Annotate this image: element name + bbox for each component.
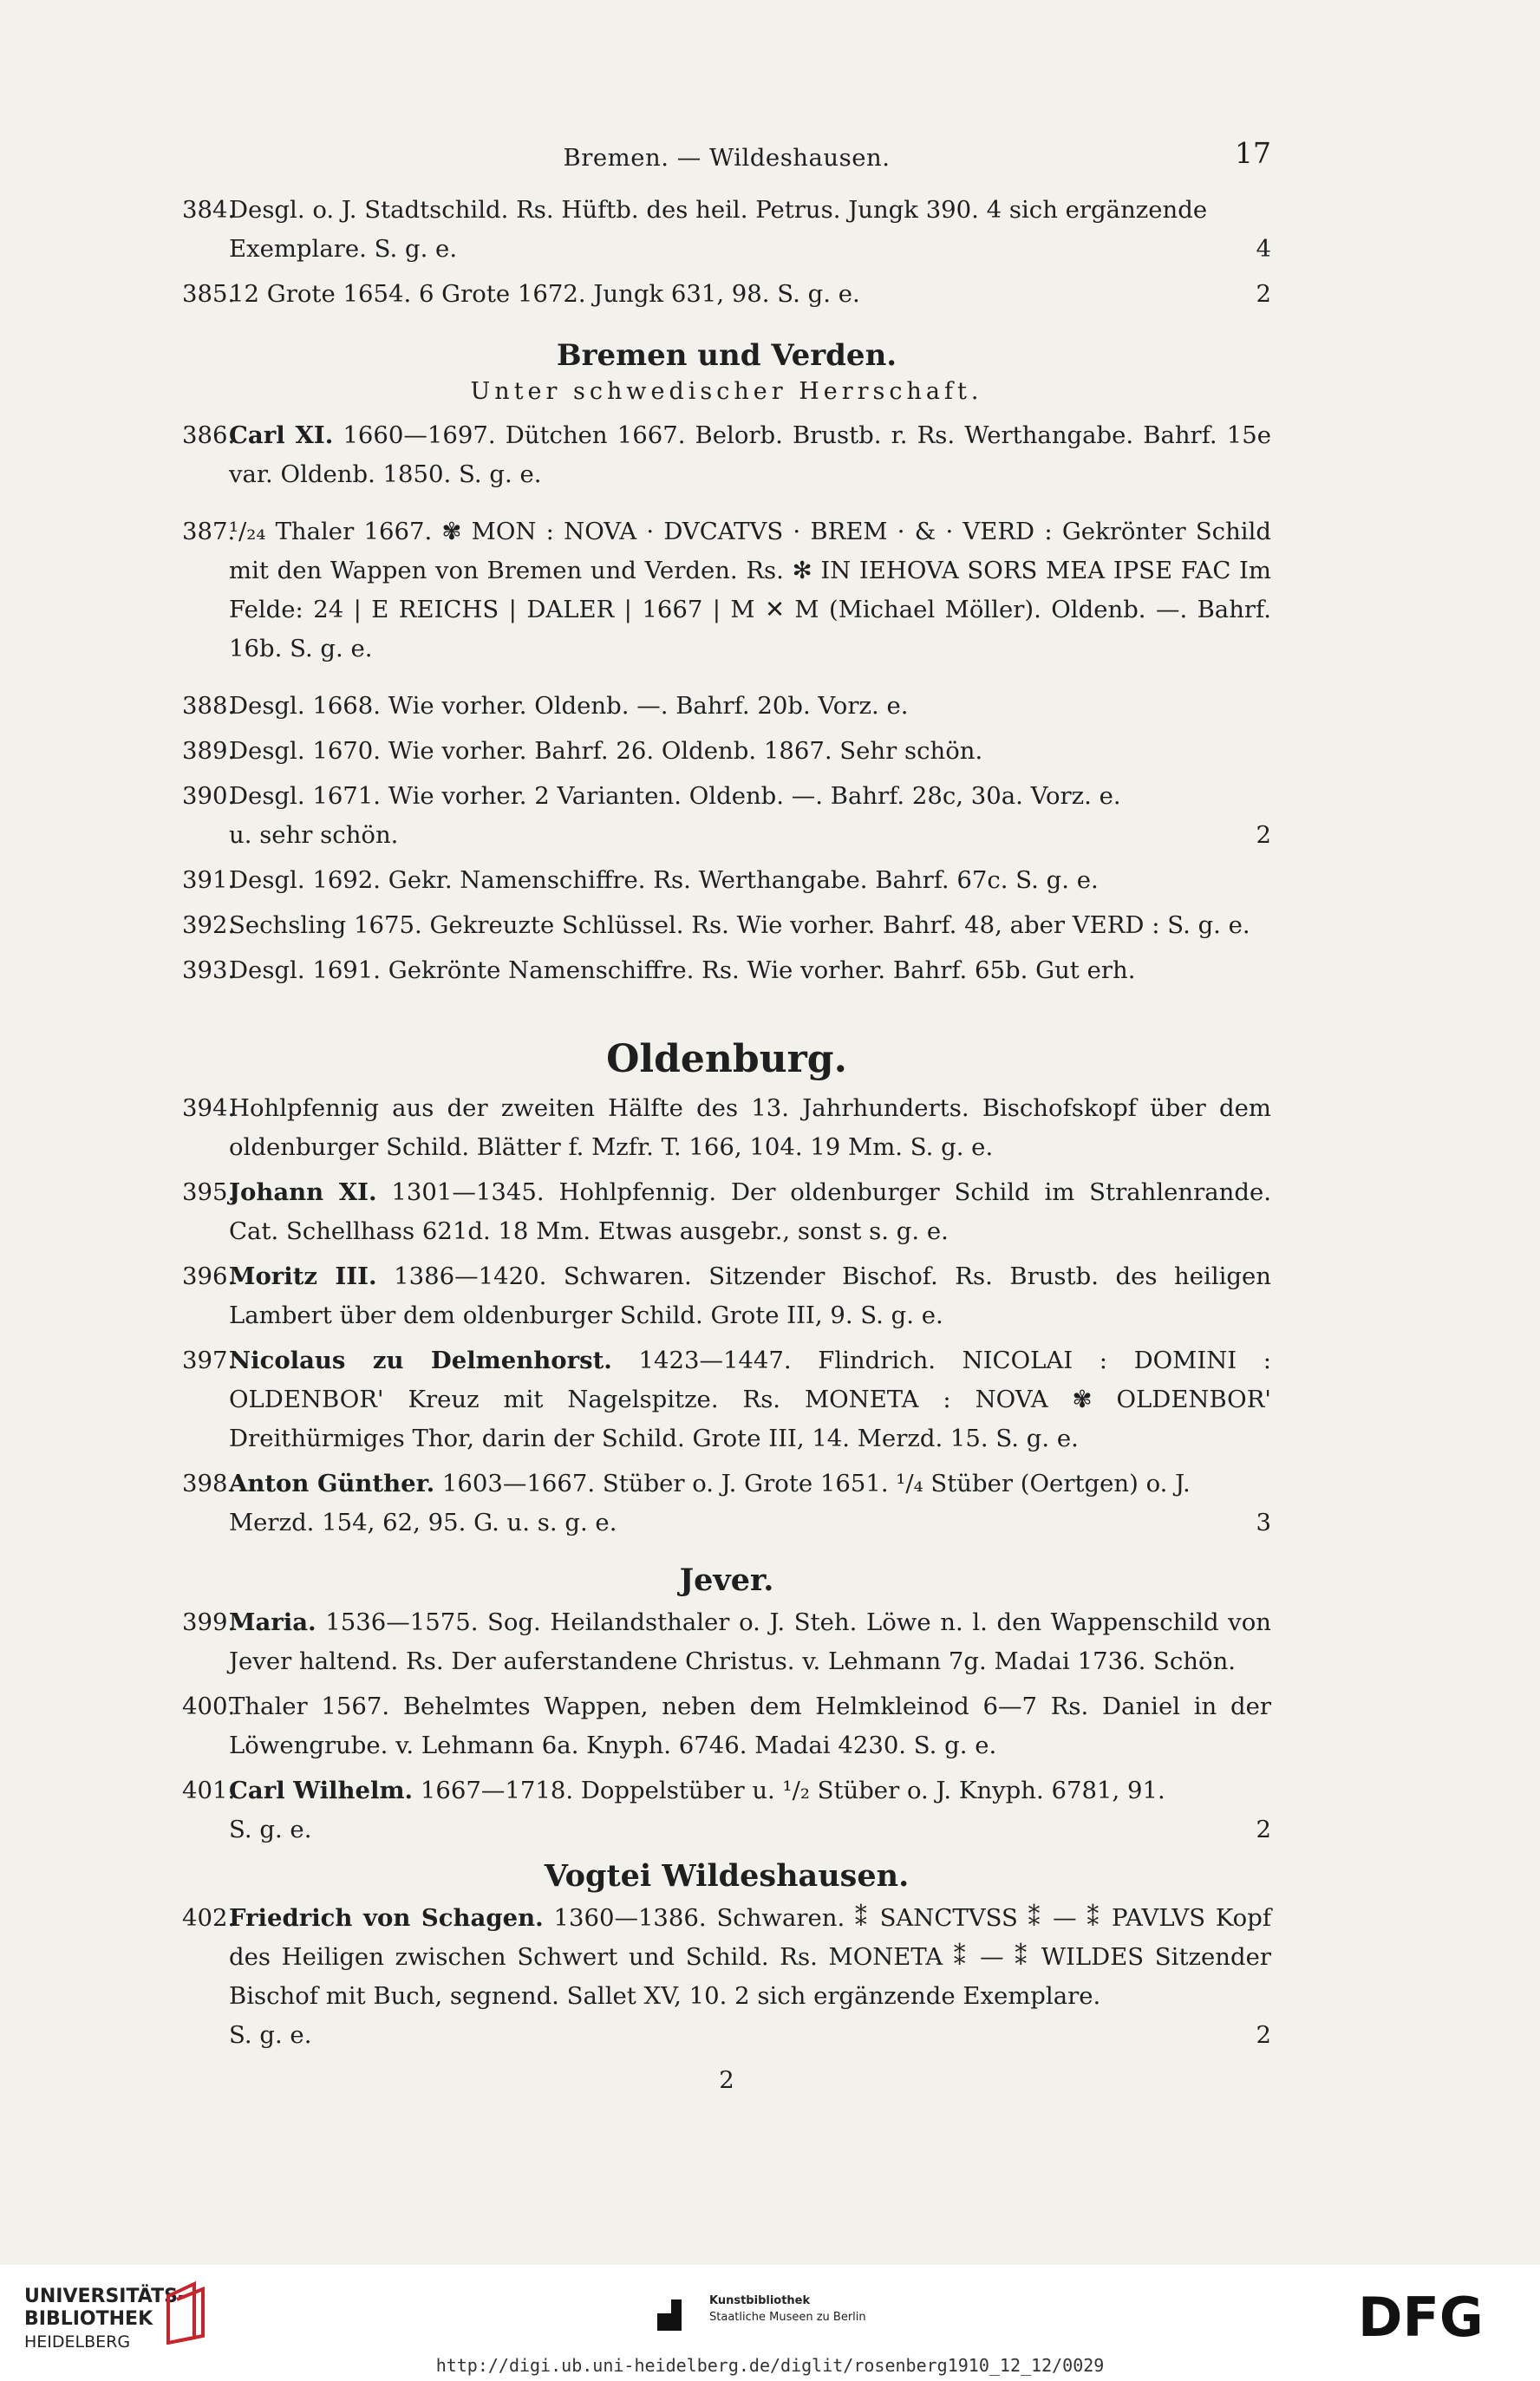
entry-count: 3 (1256, 1509, 1271, 1536)
entry-text: Hohlpfennig aus der zweiten Hälfte des 13. Jahrhunderts. Bischofskopf über dem oldenburger Schild. Blätter f. Mzfr. T. 166, 104. 19 Mm. S. g. e. (229, 1094, 1271, 1161)
entry-text: Thaler 1567. Behelmtes Wappen, neben dem Helmkleinod 6—7 Rs. Daniel in der Löwengrube. v. Lehmann 6a. Knyph. 6746. Madai 4230. S. g. e. (229, 1693, 1271, 1759)
entry-number: 397. (182, 1347, 236, 1374)
entry-text: 1301—1345. Hohlpfennig. Der oldenburger Schild im Strahlenrande. Cat. Schellhass 621d. 18 Mm. Etwas ausgebr., sonst s. g. e. (229, 1178, 1271, 1245)
entry-number: 394. (182, 1094, 236, 1122)
section-heading-oldenburg: Oldenburg. (606, 1037, 847, 1081)
entry-number: 399. (182, 1608, 236, 1636)
section-heading-jever: Jever. (679, 1562, 774, 1598)
page-content (182, 130, 1271, 2100)
catalog-entry-390 (182, 777, 1271, 855)
entry-count: 4 (1256, 235, 1271, 263)
entry-text: ¹/₂₄ Thaler 1667. ✾ MON : NOVA · DVCATVS · BREM · & · VERD : Gekrönter Schild mit den Wappen von Bremen und Verden. Rs. ✻ IN IEHOVA SORS MEA IPSE FAC Im Felde: 24 | E REICHS | DALER | 1667 | M ✕ M (Michael Möller). Oldenb. —. Bahrf. 16b. S. g. e. (229, 518, 1271, 662)
entry-count: 2 (1256, 821, 1271, 849)
ruler-name: Carl XI. (229, 421, 334, 449)
ruler-name: Maria. (229, 1608, 316, 1636)
entry-number: 391. (182, 866, 236, 894)
catalog-entry-393 (182, 951, 1271, 990)
catalog-entry-391 (182, 861, 1271, 900)
ub-line1: UNIVERSITÄTS- (24, 2286, 186, 2307)
catalog-entry-396 (182, 1257, 1271, 1335)
catalog-entry-399 (182, 1603, 1271, 1681)
ruler-name: Johann XI. (229, 1178, 377, 1206)
kb-line1: Kunstbibliothek (709, 2294, 811, 2307)
entry-number: 389. (182, 737, 236, 765)
section-subheading: Unter schwedischer Herrschaft. (470, 378, 983, 405)
entry-text: Desgl. 1692. Gekr. Namenschiffre. Rs. Werthangabe. Bahrf. 67c. S. g. e. (229, 866, 1099, 894)
catalog-entry-392 (182, 906, 1271, 945)
entry-number: 401. (182, 1777, 236, 1804)
entry-text: Desgl. 1670. Wie vorher. Bahrf. 26. Oldenb. 1867. Sehr schön. (229, 737, 983, 765)
ub-line2: BIBLIOTHEK (24, 2308, 153, 2330)
entry-number: 393. (182, 956, 236, 984)
page-number: 17 (1235, 136, 1271, 170)
entry-number: 396. (182, 1262, 236, 1290)
catalog-entry-400 (182, 1687, 1271, 1765)
entry-text: 1536—1575. Sog. Heilandsthaler o. J. Steh. Löwe n. l. den Wappenschild von Jever haltend. Rs. Der auferstandene Christus. v. Lehmann 7g. Madai 1736. Schön. (229, 1608, 1271, 1675)
entry-text: Desgl. o. J. Stadtschild. Rs. Hüftb. des heil. Petrus. Jungk 390. 4 sich ergänzende (229, 196, 1208, 224)
entry-text-cont: Exemplare. S. g. e. (229, 235, 458, 263)
running-header (182, 130, 1271, 191)
entry-text: Sechsling 1675. Gekreuzte Schlüssel. Rs. Wie vorher. Bahrf. 48, aber VERD : S. g. e. (229, 911, 1250, 939)
entry-text-cont: u. sehr schön. (229, 821, 399, 849)
catalog-entry-388 (182, 687, 1271, 726)
entry-text: 1360—1386. Schwaren. ⁑ SANCTVSS ⁑ — ⁑ PAVLVS Kopf des Heiligen zwischen Schwert und Schild. Rs. MONETA ⁑ — ⁑ WILDES Sitzender Bischof mit Buch, segnend. Sallet XV, 10. 2 sich ergänzende Exemplare. (229, 1904, 1272, 2010)
entry-text: 1667—1718. Doppelstüber u. ¹/₂ Stüber o. J. Knyph. 6781, 91. (420, 1777, 1165, 1804)
viewer-footer (0, 2265, 1540, 2381)
ruler-name: Friedrich von Schagen. (229, 1904, 544, 1932)
entry-text: 1660—1697. Dütchen 1667. Belorb. Brustb. r. Rs. Werthangabe. Bahrf. 15e var. Oldenb. 1850. S. g. e. (229, 421, 1271, 488)
dfg-text: DFG (1358, 2291, 1484, 2343)
entry-number: 392. (182, 911, 236, 939)
signature-mark: 2 (719, 2066, 734, 2094)
catalog-entry-402 (182, 1899, 1271, 2055)
entry-text-cont: S. g. e. (229, 2021, 312, 2049)
ub-heidelberg-wordmark[interactable] (24, 2286, 186, 2353)
permalink-url[interactable]: http://digi.ub.uni-heidelberg.de/diglit/rosenberg1910_12_12/0029 (435, 2355, 1105, 2376)
entry-number: 385. (182, 280, 236, 308)
entry-number: 395. (182, 1178, 236, 1206)
entry-number: 402. (182, 1904, 236, 1932)
entry-number: 388. (182, 692, 236, 720)
catalog-entry-401 (182, 1771, 1271, 1849)
entry-number: 387. (182, 518, 236, 545)
entry-count: 2 (1256, 1816, 1271, 1843)
catalog-entry-384 (182, 191, 1271, 269)
entry-text: 1423—1447. Flindrich. NICOLAI : DOMINI : OLDENBOR' Kreuz mit Nagelspitze. Rs. MONETA : NOVA ✾ OLDENBOR' Dreithürmiges Thor, darin der Schild. Grote III, 14. Merzd. 15. S. g. e. (229, 1347, 1271, 1452)
kb-line2: Staatliche Museen zu Berlin (709, 2311, 866, 2324)
entry-text: 1386—1420. Schwaren. Sitzender Bischof. Rs. Brustb. des heiligen Lambert über dem oldenburger Schild. Grote III, 9. S. g. e. (229, 1262, 1271, 1329)
catalog-entry-385 (182, 275, 1271, 314)
entry-text: Desgl. 1691. Gekrönte Namenschiffre. Rs. Wie vorher. Bahrf. 65b. Gut erh. (229, 956, 1136, 984)
running-title: Bremen. — Wildeshausen. (563, 144, 891, 172)
entry-count: 2 (1256, 280, 1271, 308)
entry-number: 400. (182, 1693, 236, 1720)
entry-text: Desgl. 1671. Wie vorher. 2 Varianten. Oldenb. —. Bahrf. 28c, 30a. Vorz. e. (229, 782, 1121, 810)
entry-text-cont: S. g. e. (229, 1816, 312, 1843)
entry-text: 12 Grote 1654. 6 Grote 1672. Jungk 631, 98. S. g. e. (229, 280, 860, 308)
ruler-name: Anton Günther. (229, 1470, 435, 1497)
catalog-entry-386 (182, 416, 1271, 494)
entry-text: Desgl. 1668. Wie vorher. Oldenb. —. Bahrf. 20b. Vorz. e. (229, 692, 909, 720)
catalog-entry-398 (182, 1464, 1271, 1543)
kunstbibliothek-wordmark[interactable] (709, 2293, 866, 2326)
ruler-name: Nicolaus zu Delmenhorst. (229, 1347, 612, 1374)
ub-line3: HEIDELBERG (24, 2332, 131, 2352)
ruler-name: Moritz III. (229, 1262, 377, 1290)
catalog-entry-387 (182, 512, 1271, 669)
kunstbibliothek-logo-icon (650, 2294, 699, 2339)
entry-number: 398. (182, 1470, 236, 1497)
catalog-entry-397 (182, 1341, 1271, 1458)
section-heading-vogtei-wildeshausen: Vogtei Wildeshausen. (544, 1858, 910, 1894)
dfg-logo-icon[interactable] (1358, 2291, 1514, 2343)
ub-heidelberg-logo-icon (165, 2280, 208, 2345)
entry-text-cont: Merzd. 154, 62, 95. G. u. s. g. e. (229, 1509, 617, 1536)
catalog-entry-395 (182, 1173, 1271, 1251)
entry-text: 1603—1667. Stüber o. J. Grote 1651. ¹/₄ Stüber (Oertgen) o. J. (441, 1470, 1191, 1497)
entry-number: 390. (182, 782, 236, 810)
catalog-entry-389 (182, 732, 1271, 771)
entry-number: 384. (182, 196, 236, 224)
entry-number: 386. (182, 421, 236, 449)
section-heading-bremen-verden: Bremen und Verden. (556, 338, 897, 373)
entry-count: 2 (1256, 2021, 1271, 2049)
ruler-name: Carl Wilhelm. (229, 1777, 414, 1804)
catalog-entry-394 (182, 1089, 1271, 1167)
